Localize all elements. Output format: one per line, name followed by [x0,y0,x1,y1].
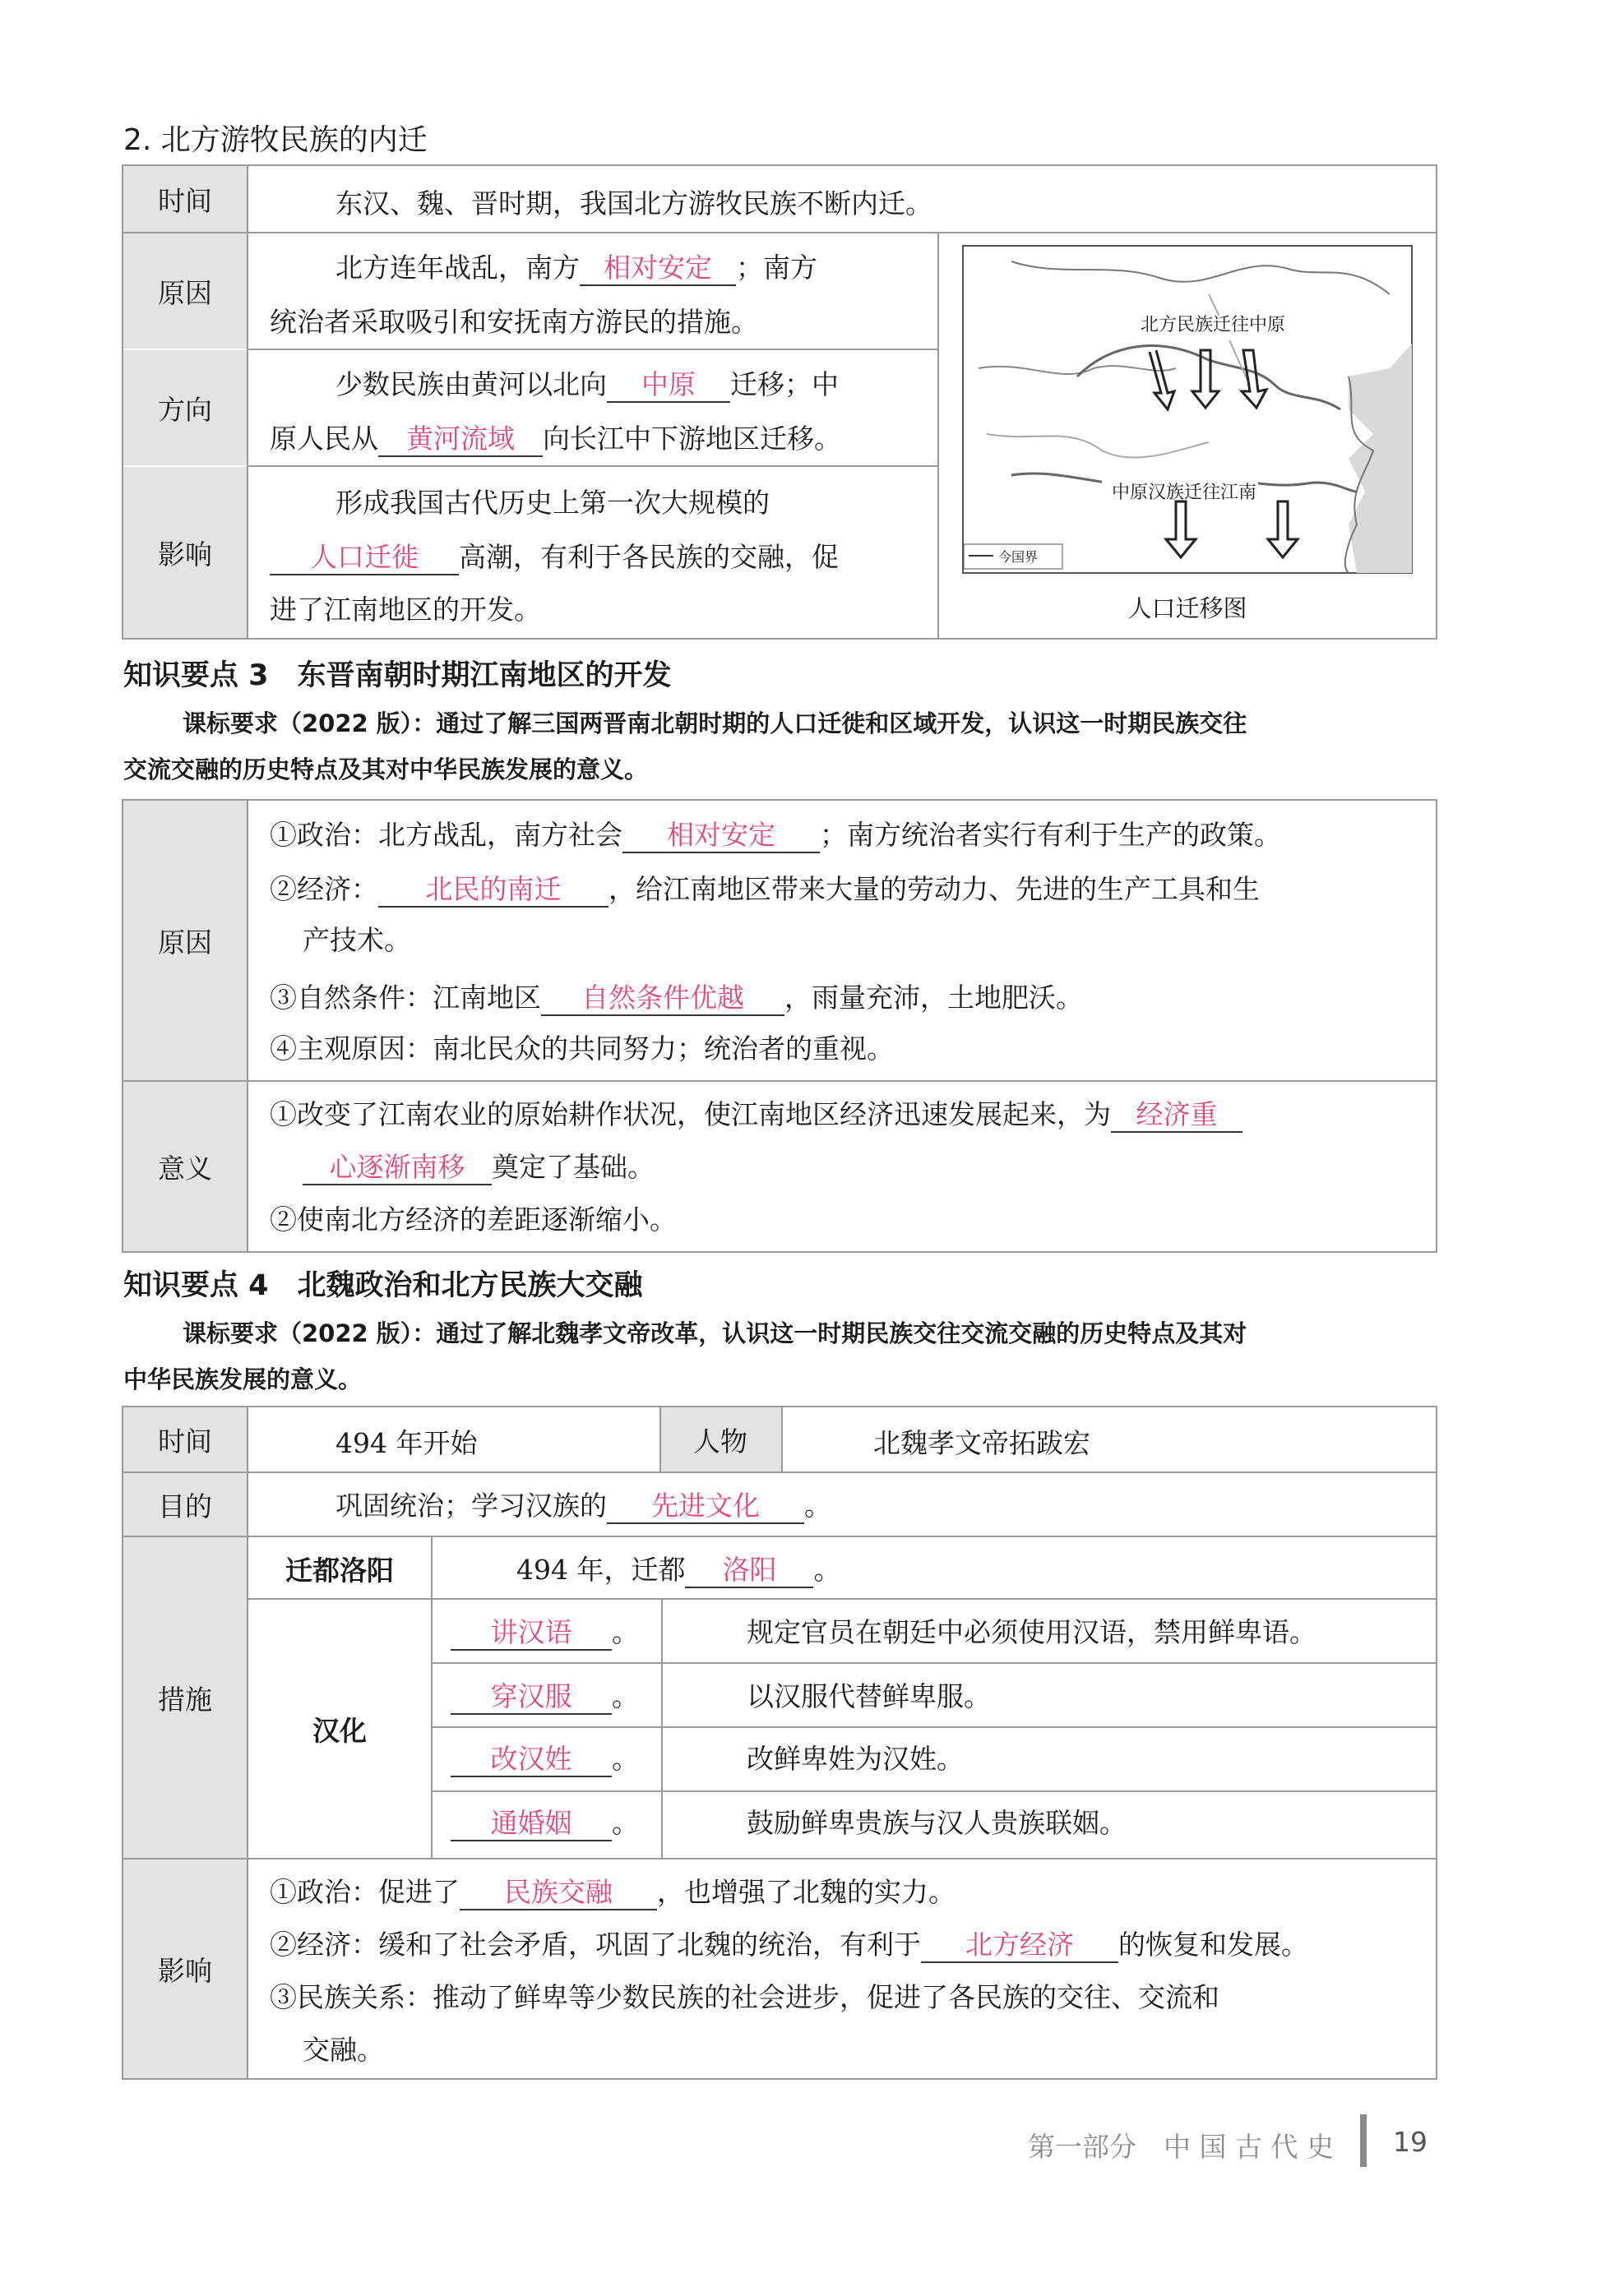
kp4-purpose-text: 巩固统治；学习汉族的 先进文化 。 [335,1485,831,1524]
kp3-label-meaning: 意义 [123,1082,247,1251]
answer-blank: 心逐渐南移 [303,1150,492,1185]
han-item-desc: 鼓励鲜卑贵族与汉人贵族联姻。 [747,1807,1127,1839]
migration-map [962,245,1413,574]
kp4-time-value: 494 年开始 [335,1427,478,1459]
page-number: 19 [1393,2126,1427,2158]
map-legend: 今国界 [998,549,1039,565]
answer-blank: 人口迁徙 [270,540,459,575]
impact-line-2: 人口迁徙 高潮，有利于各民族的交融，促 [270,536,839,575]
impact-line-1: 形成我国古代历史上第一次大规模的 [335,487,770,519]
kp4-impact-1: ①政治：促进了 民族交融 ，也增强了北魏的实力。 [270,1871,956,1910]
reason-line-2: 统治者采取吸引和安抚南方游民的措施。 [270,306,758,338]
kp4-move-label: 迁都洛阳 [285,1554,394,1587]
kp4-label-impact: 影响 [123,1859,247,2078]
kp3-reason-4: ④主观原因：南北民众的共同努力；统治者的重视。 [270,1033,894,1065]
answer-blank: 通婚姻 [451,1806,612,1841]
kp3-reason-3: ③自然条件：江南地区 自然条件优越 ，雨量充沛，土地肥沃。 [270,977,1083,1016]
han-item: 讲汉语 。 [451,1611,639,1651]
time-text: 东汉、魏、晋时期，我国北方游牧民族不断内迁。 [335,187,932,219]
kp4-impact-2: ②经济：缓和了社会矛盾，巩固了北魏的统治，有利于 北方经济 的恢复和发展。 [270,1924,1308,1963]
answer-blank: 洛阳 [685,1553,813,1588]
kp4-han-label: 汉化 [312,1714,367,1747]
kp4-label-person: 人物 [659,1407,781,1471]
answer-blank: 北方经济 [921,1928,1118,1963]
han-item: 改汉姓 。 [451,1738,639,1777]
kp3-meaning-2: ②使南北方经济的差距逐渐缩小。 [270,1203,677,1236]
answer-blank: 民族交融 [460,1875,657,1910]
answer-blank: 讲汉语 [451,1615,612,1651]
han-item-desc: 以汉服代替鲜卑服。 [747,1680,991,1712]
kp3-meaning-1-cont: 心逐渐南移 奠定了基础。 [303,1146,655,1185]
map-label-south: 中原汉族迁往江南 [1111,483,1256,503]
row-label-time: 时间 [123,166,247,232]
kp4-requirement-2: 中华民族发展的意义。 [123,1365,363,1393]
answer-blank: 自然条件优越 [541,981,784,1016]
kp3-reason-2-cont: 产技术。 [303,924,411,956]
direction-line-1: 少数民族由黄河以北向 中原 迁移；中 [335,363,839,403]
direction-line-2: 原人民从 黄河流域 向长江中下游地区迁移。 [270,418,841,457]
footer-divider [1360,2114,1367,2167]
answer-blank: 相对安定 [580,251,736,286]
row-label-direction: 方向 [123,350,247,465]
kp3-title: 知识要点 3 东晋南朝时期江南地区的开发 [123,659,672,692]
section-title: 2. 北方游牧民族的内迁 [123,123,428,157]
kp3-label-reason: 原因 [123,801,247,1080]
map-label-north: 北方民族迁往中原 [1140,315,1285,335]
kp4-label-time: 时间 [123,1407,247,1471]
kp3-reason-1: ①政治：北方战乱，南方社会 相对安定 ；南方统治者实行有利于生产的政策。 [270,814,1281,853]
answer-blank: 改汉姓 [451,1742,612,1777]
answer-blank: 中原 [607,367,730,403]
row-label-impact: 影响 [123,467,247,638]
map-caption: 人口迁移图 [1127,594,1247,622]
kp4-requirement-1: 课标要求（2022 版）：通过了解北魏孝文帝改革，认识这一时期民族交往交流交融的历史特点及其对 [183,1319,1247,1347]
kp4-label-measures: 措施 [123,1537,247,1858]
kp4-person-value: 北魏孝文帝拓跋宏 [873,1427,1090,1459]
han-item-desc: 规定官员在朝廷中必须使用汉语，禁用鲜卑语。 [747,1616,1316,1648]
answer-blank: 经济重 [1111,1097,1242,1133]
row-label-reason: 原因 [123,233,247,349]
kp3-requirement-2: 交流交融的历史特点及其对中华民族发展的意义。 [123,755,649,783]
impact-line-3: 进了江南地区的开发。 [270,594,541,626]
kp3-requirement-1: 课标要求（2022 版）：通过了解三国两晋南北朝时期的人口迁徙和区域开发，认识这一时期民族交往 [183,709,1247,737]
answer-blank: 先进文化 [607,1489,804,1524]
answer-blank: 穿汉服 [451,1679,612,1715]
answer-blank: 北民的南迁 [378,872,608,908]
kp4-title: 知识要点 4 北魏政治和北方民族大交融 [123,1269,643,1302]
han-item: 穿汉服 。 [451,1675,639,1715]
kp4-impact-3-cont: 交融。 [303,2034,384,2066]
kp4-move-text: 494 年，迁都 洛阳 。 [516,1549,840,1588]
reason-line-1: 北方连年战乱，南方 相对安定 ；南方 [335,247,817,286]
han-item: 通婚姻 。 [451,1802,639,1841]
answer-blank: 相对安定 [622,818,820,853]
kp3-meaning-1: ①改变了江南农业的原始耕作状况，使江南地区经济迅速发展起来，为 经济重 [270,1093,1242,1133]
answer-blank: 黄河流域 [378,422,543,457]
han-item-desc: 改鲜卑姓为汉姓。 [747,1743,964,1775]
footer-part-label: 第一部分 中 国 古 代 史 [1028,2131,1334,2163]
kp4-impact-3: ③民族关系：推动了鲜卑等少数民族的社会进步，促进了各民族的交往、交流和 [270,1981,1219,2013]
kp4-label-purpose: 目的 [123,1473,247,1536]
kp3-reason-2: ②经济： 北民的南迁 ，给江南地区带来大量的劳动力、先进的生产工具和生 [270,868,1260,908]
